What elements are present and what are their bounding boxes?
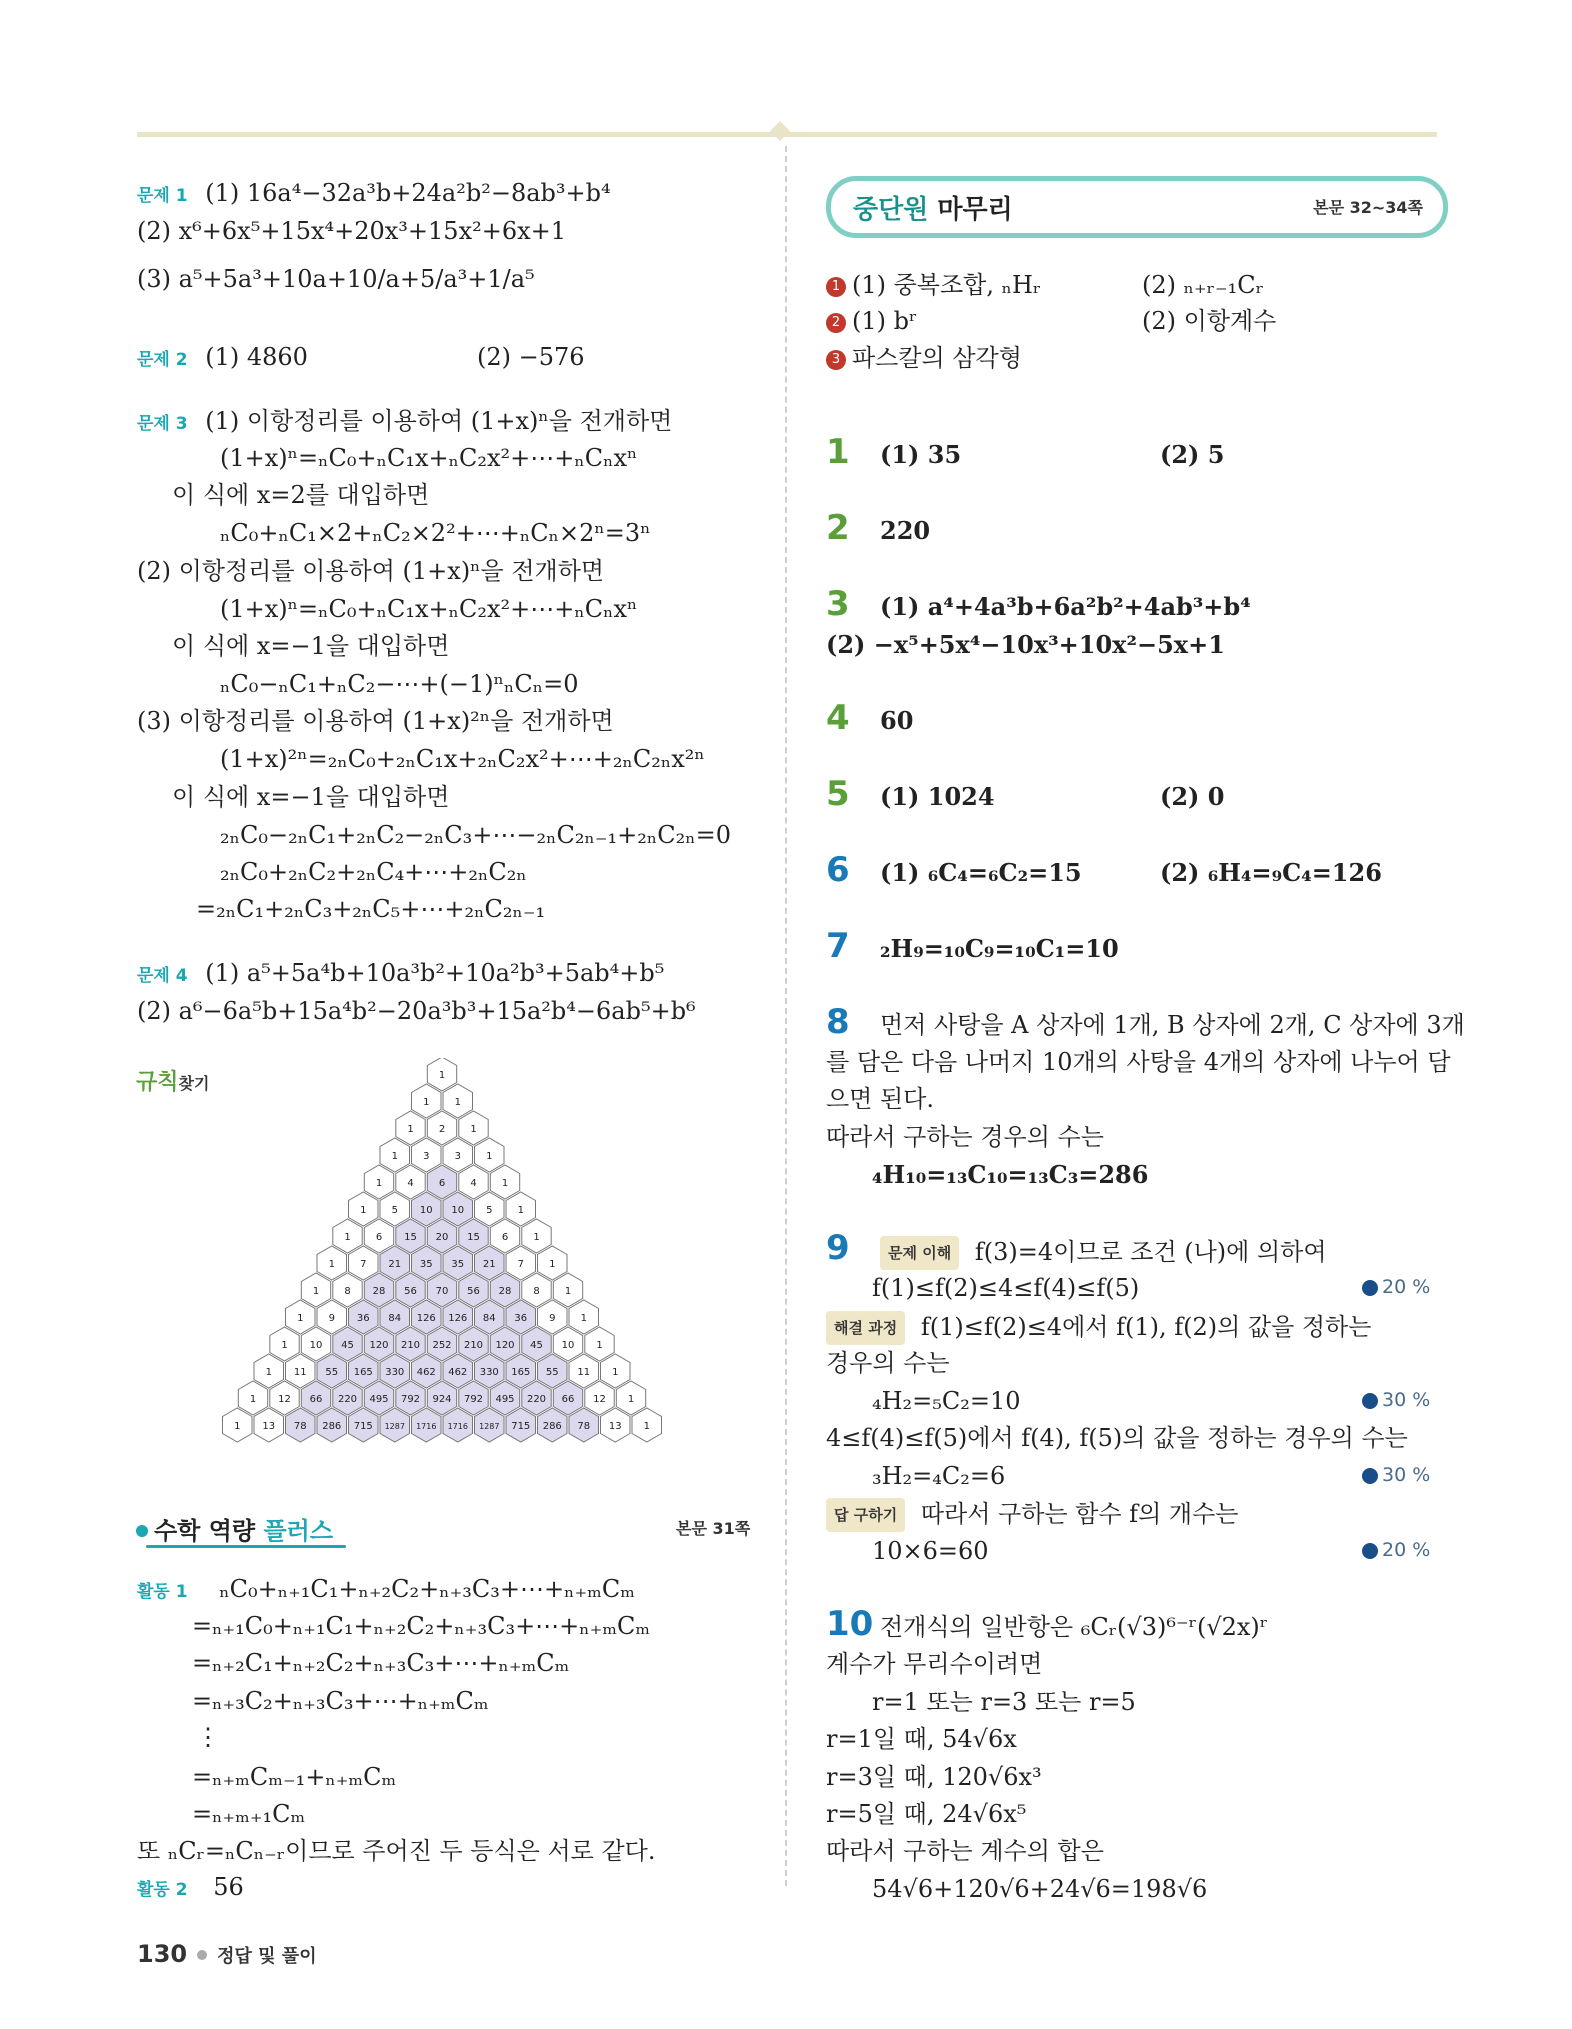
arrow-icon (1362, 1468, 1378, 1484)
score-value: 20 % (1382, 1276, 1431, 1298)
answer-text: (1) 35 (880, 440, 962, 469)
score-value: 30 % (1382, 1389, 1431, 1411)
pascal-value: 1 (391, 1151, 398, 1162)
page-footer (137, 1940, 317, 1968)
activity-label: 활동 2 (137, 1880, 188, 1900)
pascal-value: 1 (643, 1421, 650, 1432)
pascal-value: 5 (486, 1205, 493, 1216)
answer-text: 이 식에 x=−1을 대입하면 (172, 783, 450, 811)
step-solve (826, 1311, 1371, 1345)
score-percent (1362, 1539, 1430, 1561)
pascal-value: 495 (495, 1394, 515, 1405)
answer-text: (1) ₆C₄=₆C₂=15 (880, 858, 1082, 887)
activity-2 (137, 1872, 244, 1905)
answer-text: (3) a⁵+5a³+10a+10/a+5/a³+1/a⁵ (137, 265, 535, 293)
arrow-icon (1362, 1393, 1378, 1409)
pascal-value: 1 (344, 1232, 351, 1243)
summary-3 (826, 343, 1022, 373)
problem-label: 문제 1 (137, 186, 188, 206)
pascal-value: 1 (375, 1178, 383, 1189)
answer-text: (1) 1024 (880, 782, 995, 811)
pascal-value: 12 (278, 1394, 291, 1405)
pascal-value: 286 (542, 1421, 562, 1432)
pascal-value: 15 (404, 1232, 417, 1243)
pascal-value: 1716 (447, 1422, 468, 1431)
pascal-value: 7 (517, 1259, 524, 1270)
pascal-value: 66 (561, 1394, 575, 1405)
pascal-value: 220 (526, 1394, 547, 1405)
equation: ₂ₙC₀−₂ₙC₁+₂ₙC₂−₂ₙC₃+⋯−₂ₙC₂ₙ₋₁+₂ₙC₂ₙ=0 (220, 821, 732, 849)
top-rule-notch (770, 121, 790, 141)
summary-text: (2) 이항계수 (1142, 307, 1277, 335)
pascal-value: 9 (549, 1313, 556, 1324)
answer-text: f(3)=4이므로 조건 (나)에 의하여 (974, 1237, 1327, 1266)
pascal-value: 1 (360, 1205, 367, 1216)
pascal-value: 13 (262, 1421, 276, 1432)
answer-number: 6 (826, 850, 850, 890)
problem-label: 문제 3 (137, 414, 188, 434)
score-percent (1362, 1389, 1430, 1411)
equation: =ₙ₊₃C₂+ₙ₊₃C₃+⋯+ₙ₊ₘCₘ (192, 1687, 489, 1715)
pascal-value: 715 (511, 1421, 531, 1432)
page-number: 130 (137, 1940, 188, 1968)
pascal-value: 924 (432, 1394, 452, 1405)
pascal-value: 126 (448, 1313, 468, 1324)
pascal-value: 13 (608, 1421, 622, 1432)
pascal-value: 3 (454, 1151, 461, 1162)
pascal-value: 792 (400, 1394, 421, 1405)
answer-text: ₂H₉=₁₀C₉=₁₀C₁=10 (880, 934, 1119, 963)
pascal-value: 1287 (384, 1422, 405, 1431)
answer-text: (2) −x⁵+5x⁴−10x³+10x²−5x+1 (826, 630, 1225, 659)
pascal-value: 56 (404, 1286, 417, 1297)
answer-text: 이 식에 x=2를 대입하면 (172, 481, 430, 509)
pascal-value: 10 (419, 1205, 433, 1216)
score-percent (1362, 1276, 1430, 1298)
pascal-value: 70 (435, 1286, 449, 1297)
summary-text: (1) bʳ (852, 307, 918, 335)
pascal-value: 84 (482, 1313, 496, 1324)
answer-number: 8 (826, 1002, 850, 1042)
section-title-b: 마무리 (937, 195, 1013, 225)
answer-text: r=1 또는 r=3 또는 r=5 (872, 1688, 1136, 1716)
pascal-value: 1 (312, 1286, 320, 1297)
pascal-value: 120 (369, 1340, 389, 1351)
pascal-value: 78 (293, 1421, 307, 1432)
pascal-value: 792 (463, 1394, 484, 1405)
answer-text: 따라서 구하는 경우의 수는 (826, 1123, 1104, 1151)
pascal-value: 1 (580, 1313, 587, 1324)
section-title (853, 189, 1013, 226)
equation: (1+x)ⁿ=ₙC₀+ₙC₁x+ₙC₂x²+⋯+ₙCₙxⁿ (220, 444, 638, 472)
summary-1 (826, 270, 1264, 300)
pascal-value: 1 (517, 1205, 524, 1216)
pascal-value: 45 (341, 1340, 354, 1351)
pascal-value: 1 (265, 1367, 272, 1378)
pascal-value: 1 (454, 1097, 461, 1108)
pascal-value: 1716 (416, 1422, 437, 1431)
math-plus-title (154, 1511, 333, 1546)
pascal-value: 9 (328, 1313, 335, 1324)
answer-text: 56 (213, 1873, 244, 1901)
answer-text: 계수가 무리수이려면 (826, 1650, 1043, 1678)
pascal-value: 35 (419, 1259, 433, 1270)
pascal-value: 715 (353, 1421, 373, 1432)
equation: =₂ₙC₁+₂ₙC₃+₂ₙC₅+⋯+₂ₙC₂ₙ₋₁ (196, 895, 546, 923)
answer-text: (2) 이항정리를 이용하여 (1+x)ⁿ을 전개하면 (137, 557, 605, 585)
pascal-value: 495 (369, 1394, 389, 1405)
equation: ₙC₀+ₙC₁×2+ₙC₂×2²+⋯+ₙCₙ×2ⁿ=3ⁿ (220, 519, 651, 547)
pascal-value: 220 (337, 1394, 358, 1405)
equation: (1+x)ⁿ=ₙC₀+ₙC₁x+ₙC₂x²+⋯+ₙCₙxⁿ (220, 595, 638, 623)
equation: f(1)≤f(2)≤4≤f(4)≤f(5) (872, 1274, 1140, 1302)
step-tag: 답 구하기 (826, 1498, 905, 1532)
number-badge: 1 (826, 277, 846, 297)
pascal-value: 12 (593, 1394, 606, 1405)
problem-label: 문제 4 (137, 966, 188, 986)
step-understand (880, 1236, 1327, 1270)
problem-1 (137, 178, 611, 211)
pascal-value: 165 (353, 1367, 373, 1378)
answer-text: (1) 4860 (205, 343, 308, 371)
answer-number: 7 (826, 926, 850, 966)
equation: ₙC₀+ₙ₊₁C₁+ₙ₊₂C₂+ₙ₊₃C₃+⋯+ₙ₊ₘCₘ (219, 1575, 635, 1603)
pascal-value: 462 (416, 1367, 436, 1378)
section-header (826, 176, 1448, 238)
ellipsis: ⋮ (196, 1723, 220, 1751)
answer-text: 먼저 사탕을 A 상자에 1개, B 상자에 2개, C 상자에 3개 (880, 1011, 1465, 1039)
equation: ₂ₙC₀+₂ₙC₂+₂ₙC₄+⋯+₂ₙC₂ₙ (220, 858, 527, 886)
pascal-value: 1287 (479, 1422, 500, 1431)
pascal-value: 66 (309, 1394, 323, 1405)
pascal-value: 84 (388, 1313, 402, 1324)
activity-label: 활동 1 (137, 1582, 188, 1602)
page-reference: 본문 31쪽 (676, 1519, 751, 1538)
pascal-value: 36 (514, 1313, 528, 1324)
pascal-value: 1 (501, 1178, 509, 1189)
answer-text: (2) −576 (477, 343, 585, 371)
pascal-value: 35 (451, 1259, 465, 1270)
equation: (1+x)²ⁿ=₂ₙC₀+₂ₙC₁x+₂ₙC₂x²+⋯+₂ₙC₂ₙx²ⁿ (220, 745, 705, 773)
equation: =ₙ₊ₘ₊₁Cₘ (192, 1800, 306, 1828)
pascal-value: 1 (486, 1151, 493, 1162)
equation: =ₙ₊₁C₀+ₙ₊₁C₁+ₙ₊₂C₂+ₙ₊₃C₃+⋯+ₙ₊ₘCₘ (192, 1612, 651, 1640)
pascal-value: 1 (249, 1394, 257, 1405)
pascal-value: 11 (293, 1367, 307, 1378)
pascal-value: 78 (577, 1421, 591, 1432)
footer-title: 정답 및 풀이 (217, 1946, 317, 1967)
pascal-value: 1 (234, 1421, 241, 1432)
answer-text: f(1)≤f(2)≤4에서 f(1), f(2)의 값을 정하는 (920, 1312, 1372, 1341)
problem-3 (137, 406, 672, 439)
answer-number: 2 (826, 508, 850, 548)
math-plus-title-a: 수학 역량 (154, 1517, 256, 1545)
column-divider (785, 146, 787, 1886)
answer-text: 전개식의 일반항은 ₆Cᵣ(√3)⁶⁻ʳ(√2x)ʳ (880, 1613, 1269, 1641)
rule-title: 규칙 (136, 1070, 179, 1095)
step-tag: 해결 과정 (826, 1311, 905, 1345)
summary-text: (2) ₙ₊ᵣ₋₁Cᵣ (1142, 271, 1264, 299)
answer-text: 따라서 구하는 계수의 합은 (826, 1837, 1104, 1865)
activity-1 (137, 1574, 635, 1607)
equation: ₙC₀−ₙC₁+ₙC₂−⋯+(−1)ⁿₙCₙ=0 (220, 670, 579, 698)
equation: ₄H₂=₅C₂=10 (872, 1387, 1021, 1415)
pascal-value: 6 (438, 1178, 446, 1189)
pascal-value: 8 (344, 1286, 351, 1297)
pascal-value: 21 (482, 1259, 496, 1270)
pascal-value: 8 (533, 1286, 540, 1297)
problem-2 (137, 342, 585, 375)
pascal-value: 45 (530, 1340, 543, 1351)
answer-text: (2) 0 (1160, 782, 1225, 811)
page-reference: 본문 32~34쪽 (1313, 198, 1423, 217)
answer-text: (2) a⁶−6a⁵b+15a⁴b²−20a³b³+15a²b⁴−6ab⁵+b⁶ (137, 997, 696, 1025)
answer-text: (1) 16a⁴−32a³b+24a²b²−8ab³+b⁴ (205, 179, 611, 207)
pascal-value: 10 (451, 1205, 465, 1216)
answer-text: r=3일 때, 120√6x³ (826, 1763, 1042, 1791)
answer-text: 경우의 수는 (826, 1349, 950, 1377)
answer-text: 따라서 구하는 함수 f의 개수는 (920, 1499, 1239, 1528)
pascal-value: 330 (479, 1367, 499, 1378)
score-value: 20 % (1382, 1539, 1431, 1561)
answer-number: 10 (826, 1604, 874, 1644)
answer-text: r=1일 때, 54√6x (826, 1725, 1017, 1753)
pascal-value: 1 (281, 1340, 288, 1351)
pascal-value: 1 (596, 1340, 603, 1351)
pascal-value: 55 (545, 1367, 559, 1378)
problem-4 (137, 958, 664, 991)
summary-text: 파스칼의 삼각형 (852, 344, 1022, 372)
pascal-value: 1 (549, 1259, 556, 1270)
math-plus-title-b: 플러스 (263, 1517, 334, 1545)
answer-text: (2) ₆H₄=₉C₄=126 (1160, 858, 1382, 887)
pascal-value: 1 (423, 1097, 430, 1108)
answer-text: 60 (880, 706, 914, 735)
equation: =ₙ₊ₘCₘ₋₁+ₙ₊ₘCₘ (192, 1763, 397, 1791)
answer-text: 4≤f(4)≤f(5)에서 f(4), f(5)의 값을 정하는 경우의 수는 (826, 1424, 1408, 1452)
pascal-value: 210 (400, 1340, 421, 1351)
pascal-value: 56 (467, 1286, 480, 1297)
pascal-value: 126 (416, 1313, 436, 1324)
pascal-value: 4 (407, 1178, 414, 1189)
equation: 54√6+120√6+24√6=198√6 (872, 1875, 1208, 1903)
pascal-value: 7 (360, 1259, 367, 1270)
answer-number: 9 (826, 1228, 850, 1268)
answer-text: (2) x⁶+6x⁵+15x⁴+20x³+15x²+6x+1 (137, 217, 567, 245)
pascal-value: 6 (375, 1232, 383, 1243)
pascal-value: 1 (627, 1394, 635, 1405)
math-plus-header (136, 1505, 364, 1549)
rule-subtitle: 찾기 (178, 1074, 210, 1093)
pascal-value: 20 (435, 1232, 449, 1243)
arrow-icon (1362, 1543, 1378, 1559)
pascal-value: 2 (438, 1124, 446, 1135)
answer-number: 3 (826, 584, 850, 624)
pascal-value: 210 (463, 1340, 484, 1351)
arrow-icon (1362, 1280, 1378, 1296)
pascal-value: 36 (356, 1313, 370, 1324)
pascal-value: 1 (470, 1124, 477, 1135)
answer-text: r=5일 때, 24√6x⁵ (826, 1800, 1027, 1828)
pascal-value: 1 (533, 1232, 540, 1243)
pascal-value: 286 (322, 1421, 342, 1432)
pascal-value: 3 (423, 1151, 430, 1162)
bullet-icon (136, 1525, 148, 1537)
answer-number: 4 (826, 698, 850, 738)
step-answer (826, 1498, 1238, 1532)
pascal-value: 462 (448, 1367, 468, 1378)
pascal-value: 1 (564, 1286, 572, 1297)
summary-2 (826, 306, 1277, 336)
summary-text: (1) 중복조합, ₙHᵣ (852, 271, 1042, 299)
equation: 10×6=60 (872, 1537, 989, 1565)
score-value: 30 % (1382, 1464, 1431, 1486)
answer-number: 1 (826, 432, 850, 472)
score-percent (1362, 1464, 1430, 1486)
equation: ₃H₂=₄C₂=6 (872, 1462, 1006, 1490)
underline (146, 1545, 346, 1548)
pascal-value: 21 (388, 1259, 402, 1270)
dot-separator (197, 1950, 207, 1960)
answer-text: 이 식에 x=−1을 대입하면 (172, 632, 450, 660)
pascal-value: 10 (309, 1340, 323, 1351)
answer-text: (2) 5 (1160, 440, 1225, 469)
section-title-a: 중단원 (853, 195, 929, 225)
pascal-value: 6 (501, 1232, 509, 1243)
pascal-value: 252 (432, 1340, 452, 1351)
pascal-value: 1 (438, 1070, 446, 1081)
pascal-value: 1 (328, 1259, 335, 1270)
pascal-value: 28 (372, 1286, 386, 1297)
pascal-value: 165 (511, 1367, 531, 1378)
equation: =ₙ₊₂C₁+ₙ₊₂C₂+ₙ₊₃C₃+⋯+ₙ₊ₘCₘ (192, 1649, 570, 1677)
answer-text: (3) 이항정리를 이용하여 (1+x)²ⁿ을 전개하면 (137, 707, 614, 735)
answer-text: 를 담은 다음 나머지 10개의 사탕을 4개의 상자에 나누어 담 (826, 1048, 1451, 1076)
equation: ₄H₁₀=₁₃C₁₀=₁₃C₃=286 (872, 1160, 1149, 1189)
rule-heading (136, 1065, 209, 1096)
pascal-value: 55 (325, 1367, 339, 1378)
pascal-triangle (212, 1058, 672, 1458)
problem-label: 문제 2 (137, 350, 188, 370)
answer-text: 220 (880, 516, 931, 545)
pascal-value: 11 (577, 1367, 591, 1378)
answer-text: 으면 된다. (826, 1085, 934, 1113)
pascal-value: 120 (495, 1340, 515, 1351)
pascal-value: 15 (467, 1232, 480, 1243)
step-tag: 문제 이해 (880, 1236, 959, 1270)
number-badge: 3 (826, 350, 846, 370)
answer-text: (1) a⁵+5a⁴b+10a³b²+10a²b³+5ab⁴+b⁵ (205, 959, 665, 987)
pascal-value: 10 (561, 1340, 575, 1351)
pascal-value: 4 (470, 1178, 477, 1189)
pascal-value: 1 (407, 1124, 414, 1135)
answer-text: (1) a⁴+4a³b+6a²b²+4ab³+b⁴ (880, 592, 1251, 621)
pascal-value: 1 (612, 1367, 619, 1378)
number-badge: 2 (826, 313, 846, 333)
pascal-value: 5 (391, 1205, 398, 1216)
pascal-value: 28 (498, 1286, 512, 1297)
answer-text: 또 ₙCᵣ=ₙCₙ₋ᵣ이므로 주어진 두 등식은 서로 같다. (137, 1837, 656, 1865)
answer-text: (1) 이항정리를 이용하여 (1+x)ⁿ을 전개하면 (205, 407, 673, 435)
pascal-value: 1 (297, 1313, 304, 1324)
answer-number: 5 (826, 774, 850, 814)
pascal-value: 330 (385, 1367, 405, 1378)
